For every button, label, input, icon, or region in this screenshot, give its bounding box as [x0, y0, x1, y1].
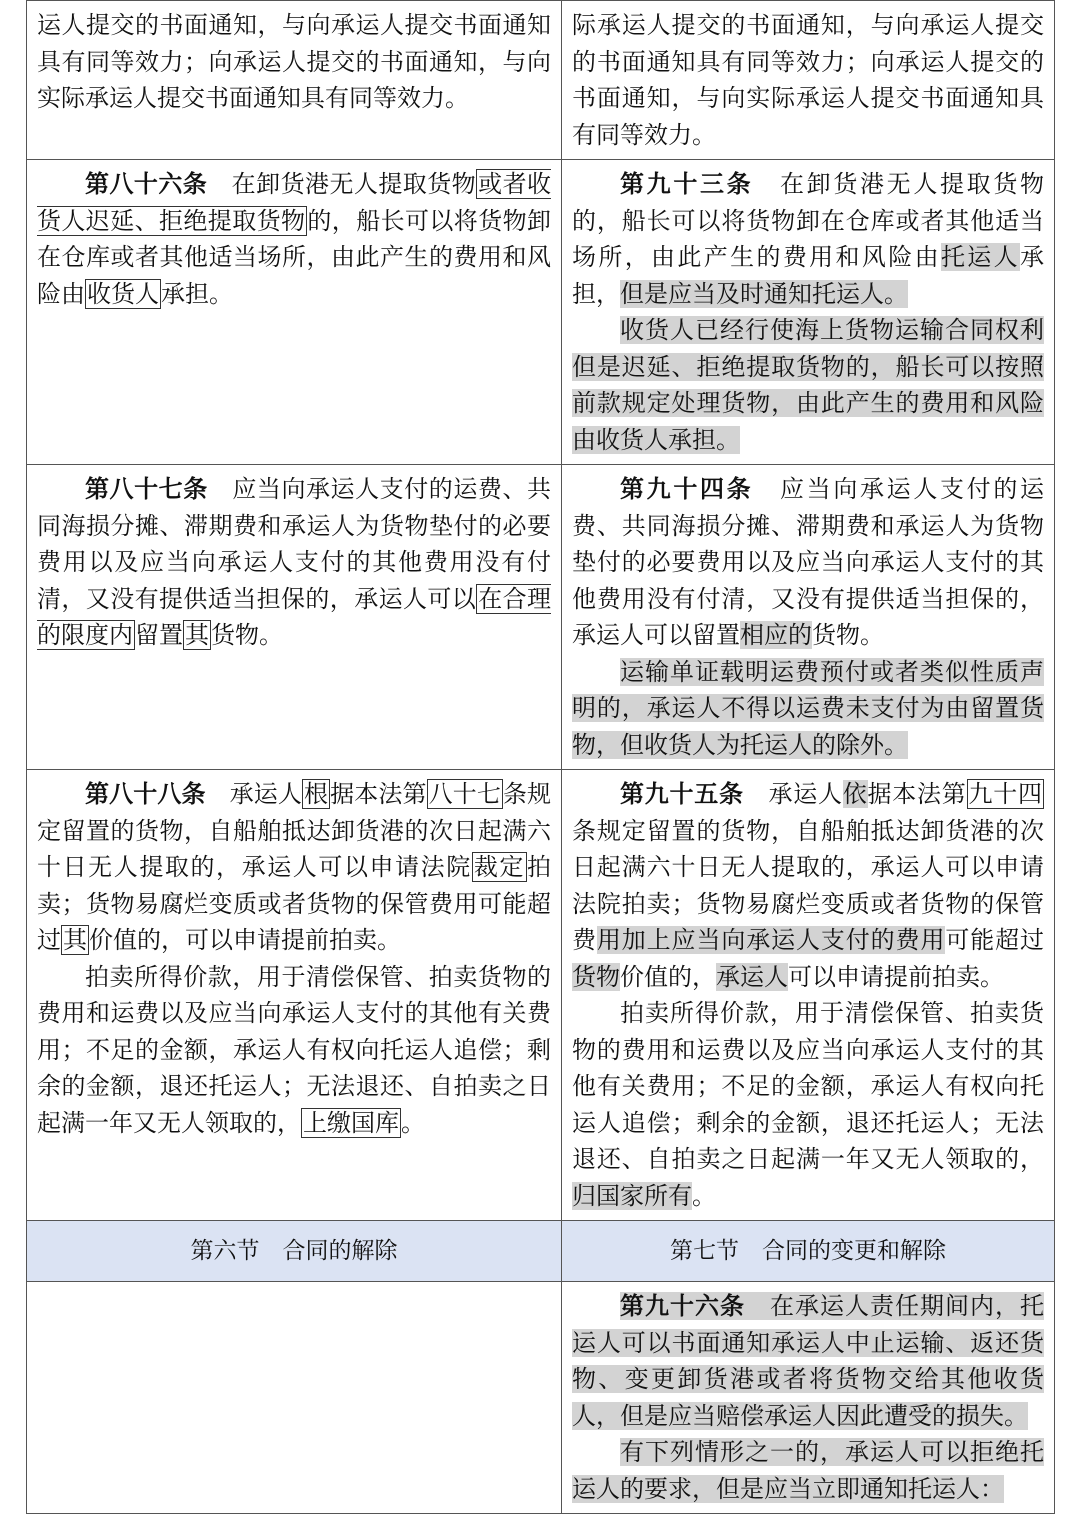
article-number: 第八十八条 [85, 780, 206, 808]
old-law-cell [27, 1, 562, 160]
table-row [27, 770, 1055, 1221]
highlighted-change: 在承运人责任期间内，托运人可以书面通知承运人中止运输、返还货物、变更卸货港或者将货物交给其他收货人，但是应当赔偿承运人因此遭受的损失。 [572, 1292, 1044, 1430]
clause-text: 货物。 [211, 621, 283, 649]
clause-text: 货物。 [812, 621, 884, 649]
highlighted-change: 货物 [572, 962, 620, 991]
highlighted-change: 归国家所有 [572, 1181, 692, 1210]
clause-paragraph [572, 471, 1044, 654]
table-row [27, 465, 1055, 770]
table-row [27, 160, 1055, 465]
highlighted-change: 用加上应当向承运人支付的费用 [596, 926, 946, 954]
highlighted-change: 相应的 [740, 621, 812, 649]
article-number: 第八十七条 [85, 475, 208, 503]
boxed-change: 其 [63, 926, 87, 954]
clause-paragraph [572, 312, 1044, 458]
old-law-cell [27, 1282, 562, 1514]
clause-text: 拍卖；货物易腐烂变质或者货物的保管费用可能超过 [37, 853, 552, 954]
clause-text: 应当向承运人支付的运费、共同海损分摊、滞期费和承运人为货物垫付的必要费用以及应当向承运人支付的其他费用没有付清，又没有提供适当担保的，承运人可以 [37, 475, 552, 613]
clause-text: 承担。 [161, 279, 233, 308]
boxed-change: 收货人 [87, 279, 159, 308]
clause-text: 在卸货港无人提取货物的，船长可以将货物卸在仓库或者其他适当场所，由此产生的费用和风险由 [572, 170, 1045, 271]
boxed-change: 裁定 [473, 853, 526, 881]
article-number: 第九十六条 [620, 1292, 745, 1320]
new-law-cell [562, 160, 1055, 465]
new-law-cell [562, 1, 1055, 160]
clause-text: 留置 [135, 621, 183, 649]
clause-text: 。 [692, 1181, 716, 1210]
clause-text: 承运人 [205, 780, 303, 808]
old-law-cell [27, 770, 562, 1221]
section-header-left: 第六节 合同的解除 [27, 1221, 562, 1282]
clause-paragraph [572, 7, 1044, 153]
comparison-table [26, 0, 1055, 1514]
old-law-cell [27, 465, 562, 770]
boxed-change: 上缴国库 [303, 1108, 399, 1137]
clause-text: 可能超过 [945, 926, 1045, 954]
clause-text: 据本法第 [330, 780, 427, 808]
boxed-change: 八十七 [428, 780, 501, 808]
clause-paragraph [572, 1288, 1044, 1434]
new-law-cell [562, 1282, 1055, 1514]
highlighted-change: 运输单证载明运费预付或者类似性质声明的，承运人不得以运费未支付为由留置货物，但收货人为托运人的除外。 [572, 657, 1044, 759]
clause-text: 应当向承运人支付的运费、共同海损分摊、滞期费和承运人为货物垫付的必要费用以及应当向承运人支付的其他费用没有付清，又没有提供适当担保的，承运人可以留置 [572, 475, 1045, 649]
clause-paragraph [37, 776, 551, 959]
highlighted-change: 收货人已经行使海上货物运输合同权利但是迟延、拒绝提取货物的，船长可以按照前款规定处理货物，由此产生的费用和风险由收货人承担。 [572, 316, 1044, 454]
clause-paragraph [572, 776, 1044, 995]
section-header-row [27, 1221, 1055, 1282]
highlighted-change: 但是应当及时通知托运人。 [620, 279, 908, 308]
section-header-right: 第七节 合同的变更和解除 [562, 1221, 1055, 1282]
highlighted-change: 承运人 [716, 962, 788, 991]
clause-paragraph [37, 166, 551, 312]
highlighted-change: 有下列情形之一的，承运人可以拒绝托运人的要求，但是应当立即通知托运人： [572, 1438, 1044, 1503]
clause-paragraph [37, 7, 551, 117]
clause-text: 条规定留置的货物，自船舶抵达卸货港的次日起满六十日无人提取的，承运人可以申请法院拍卖；货物易腐烂变质或者货物的保管费 [572, 816, 1044, 954]
clause-text: 拍卖所得价款，用于清偿保管、拍卖货物的费用和运费以及应当向承运人支付的其他有关费用；不足的金额，承运人有权向托运人追偿；剩余的金额，退还托运人；无法退还、自拍卖之日起满一年又无人领取的， [37, 962, 551, 1137]
clause-text: 拍卖所得价款，用于清偿保管、拍卖货物的费用和运费以及应当向承运人支付的其他有关费用；不足的金额，承运人有权向托运人追偿；剩余的金额，退还托运人；无法退还、自拍卖之日起满一年又无人领取的， [572, 999, 1044, 1173]
clause-text: 价值的，可以申请提前拍卖。 [89, 926, 401, 954]
article-number: 第九十三条 [620, 170, 754, 198]
clause-paragraph [572, 654, 1044, 764]
new-law-cell [562, 770, 1055, 1221]
clause-paragraph [572, 1434, 1044, 1507]
clause-text: 。 [401, 1108, 425, 1137]
boxed-change: 其 [185, 621, 209, 649]
clause-text: 可以申请提前拍卖。 [788, 962, 1004, 991]
boxed-change: 九十四 [968, 780, 1042, 808]
table-row [27, 1, 1055, 160]
clause-text: 运人提交的书面通知，与向承运人提交书面通知具有同等效力；向承运人提交的书面通知，与向实际承运人提交书面通知具有同等效力。 [37, 11, 551, 112]
clause-text: 际承运人提交的书面通知，与向承运人提交的书面通知具有同等效力；向承运人提交的书面通知，与向实际承运人提交书面通知具有同等效力。 [572, 11, 1044, 149]
boxed-change: 在合理的限度内 [37, 584, 552, 649]
table-row [27, 1282, 1055, 1514]
clause-text: 承运人 [743, 780, 843, 808]
clause-text: 价值的， [620, 962, 716, 991]
highlighted-change: 依 [842, 780, 868, 808]
new-law-cell [562, 465, 1055, 770]
clause-paragraph [37, 471, 551, 654]
clause-text: 条规定留置的货物，自船舶抵达卸货港的次日起满六十日无人提取的，承运人可以申请法院 [37, 780, 552, 881]
article-number: 第八十六条 [85, 170, 208, 198]
highlighted-change: 托运人 [940, 243, 1021, 271]
boxed-change: 或者收货人迟延、拒绝提取货物 [37, 170, 552, 235]
article-number: 第九十四条 [620, 475, 754, 503]
clause-paragraph [37, 959, 551, 1142]
clause-text: 据本法第 [867, 780, 967, 808]
article-number: 第九十五条 [620, 780, 744, 808]
clause-text: 的，船长可以将货物卸在仓库或者其他适当场所，由此产生的费用和风险由 [37, 206, 552, 308]
clause-text: 在卸货港无人提取货物 [207, 170, 477, 198]
boxed-change: 根 [304, 780, 329, 808]
clause-text: 承担， [572, 243, 1045, 308]
clause-paragraph [572, 995, 1044, 1214]
old-law-cell [27, 160, 562, 465]
clause-paragraph [572, 166, 1044, 312]
comparison-table-page [26, 0, 1055, 1514]
